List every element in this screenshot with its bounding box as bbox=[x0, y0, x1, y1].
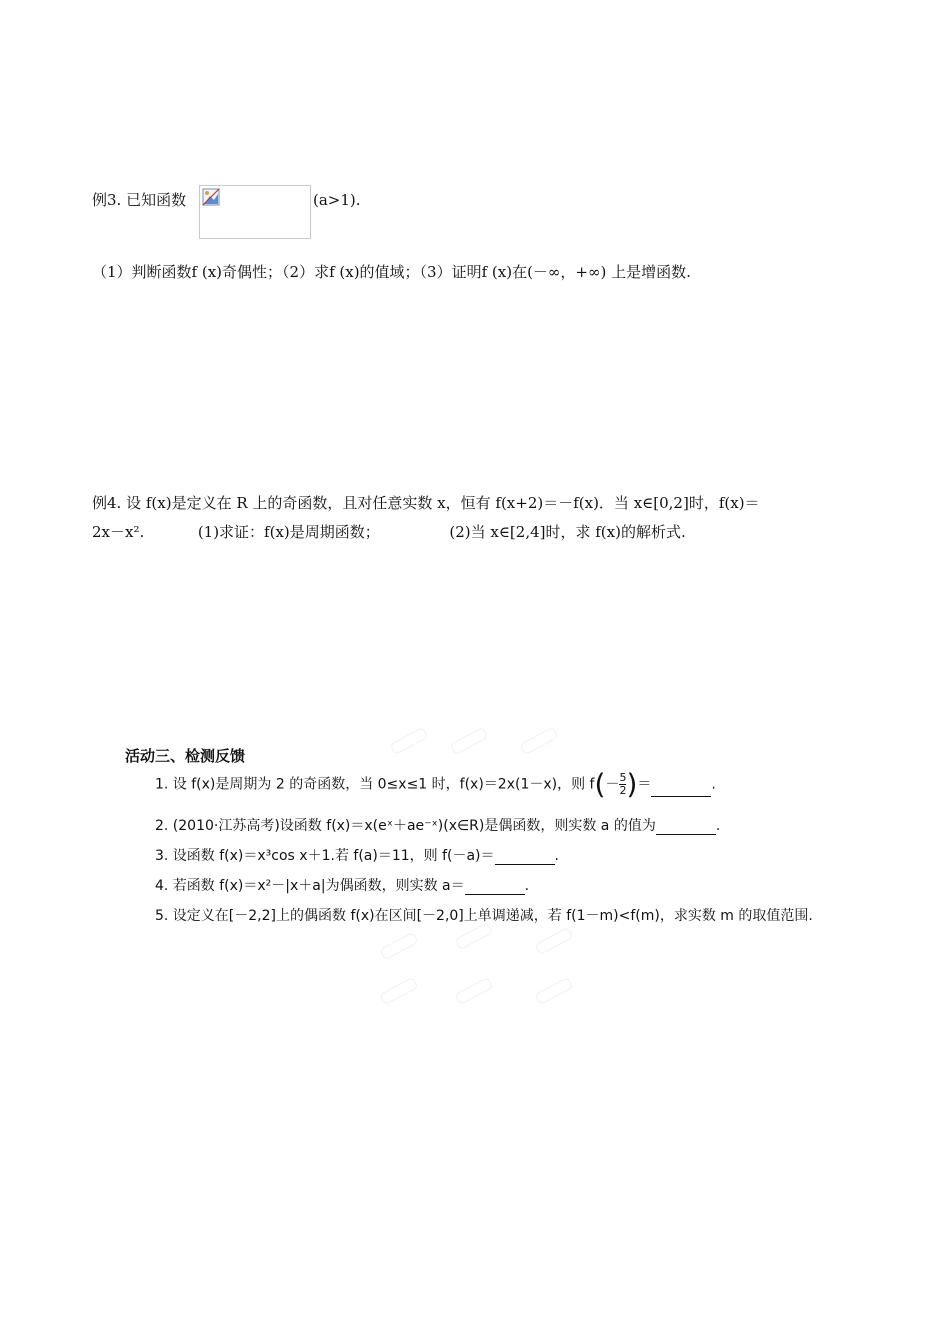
question-2-text: 2. (2010·江苏高考)设函数 f(x)＝x(eˣ＋ae⁻ˣ)(x∈R)是偶函数，则实数 a 的值为 bbox=[155, 818, 656, 834]
watermark-mark bbox=[519, 727, 558, 755]
answer-blank[interactable] bbox=[465, 880, 525, 895]
example-3-intro bbox=[92, 190, 186, 210]
formula-image-placeholder bbox=[199, 185, 311, 239]
question-1: 1. 设 f(x)是周期为 2 的奇函数，当 0≤x≤1 时，f(x)＝2x(1－x)，则 f(－ $\frac{5}{2}$ )＝ . bbox=[155, 767, 716, 801]
answer-blank[interactable] bbox=[656, 820, 716, 835]
example-3-condition: (a>1). bbox=[313, 191, 361, 209]
example-4-line-1: 例4. 设 f(x)是定义在 R 上的奇函数，且对任意实数 x，恒有 f(x+2)＝－f(x)．当 x∈[0,2]时，f(x)＝ bbox=[92, 494, 760, 512]
example-4-expression: 2x－x². bbox=[92, 523, 145, 541]
watermark-mark bbox=[534, 977, 573, 1005]
example-4-part-1: (1)求证：f(x)是周期函数； bbox=[197, 523, 380, 541]
example-3-label: 例3. bbox=[92, 191, 122, 209]
watermark-mark bbox=[454, 922, 493, 950]
example-4-line-2 bbox=[92, 522, 686, 542]
question-4-text: 4. 若函数 f(x)＝x²－|x＋a|为偶函数，则实数 a＝ bbox=[155, 878, 465, 894]
watermark-mark bbox=[449, 727, 488, 755]
question-3-text: 3. 设函数 f(x)＝x³cos x＋1.若 f(a)＝11，则 f(－a)＝ bbox=[155, 848, 495, 864]
question-1-text: 1. 设 f(x)是周期为 2 的奇函数，当 0≤x≤1 时，f(x)＝2x(1－x)，则 f bbox=[155, 776, 595, 793]
question-5: 5. 设定义在[－2,2]上的偶函数 f(x)在区间[－2,0]上单调递减，若 f(1－m)<f(m)，求实数 m 的取值范围. bbox=[155, 908, 813, 924]
answer-blank[interactable] bbox=[495, 850, 555, 865]
broken-image-icon bbox=[202, 188, 220, 206]
question-3: 3. 设函数 f(x)＝x³cos x＋1.若 f(a)＝11，则 f(－a)＝ . bbox=[155, 848, 559, 864]
watermark-mark bbox=[379, 977, 418, 1005]
watermark-mark bbox=[454, 977, 493, 1005]
example-3-parts: （1）判断函数f (x)奇偶性；（2）求f (x)的值域；（3）证明f (x)在(－∞，+∞) 上是增函数. bbox=[92, 263, 691, 281]
fraction: $\frac{5}{2}$ bbox=[619, 771, 627, 797]
answer-blank[interactable] bbox=[651, 782, 711, 797]
question-4: 4. 若函数 f(x)＝x²－|x＋a|为偶函数，则实数 a＝ . bbox=[155, 878, 530, 894]
question-2: 2. (2010·江苏高考)设函数 f(x)＝x(eˣ＋ae⁻ˣ)(x∈R)是偶函数，则实数 a 的值为 . bbox=[155, 818, 721, 834]
example-3-intro-text: 已知函数 bbox=[126, 191, 187, 209]
watermark-mark bbox=[534, 927, 573, 955]
section-title: 活动三、检测反馈 bbox=[125, 747, 246, 765]
watermark-mark bbox=[379, 932, 418, 960]
example-4-part-2: (2)当 x∈[2,4]时，求 f(x)的解析式. bbox=[449, 523, 686, 541]
watermark-mark bbox=[389, 727, 428, 755]
